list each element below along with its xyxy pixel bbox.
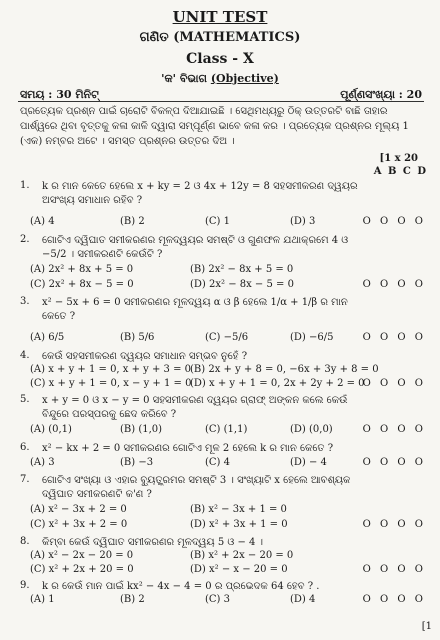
question-text: କେଉଁ ସହସମୀକରଣ ଦ୍ୱୟର ସମାଧାନ ସମ୍ଭବ ନୁହେଁ ? [42,351,248,362]
option-b: (B) x² − 3x + 1 = 0 [190,504,287,515]
question-number: 5. [20,394,30,405]
option-c: (C) (1,1) [205,424,248,435]
option-c: (C) x² + 2x + 20 = 0 [30,564,134,575]
option-d: (D) 3 [290,216,316,227]
question-number: 9. [20,580,30,591]
answer-bubbles[interactable]: O O O O [362,332,426,343]
question-number: 7. [20,474,30,485]
option-a: (A) x² − 3x + 2 = 0 [30,504,127,515]
option-d: (D) − 4 [290,457,327,468]
question-text: x + y = 0 ଓ x − y = 0 ସହସମୀକରଣ ଦ୍ୱୟର ଗ୍ରାଫ୍ ଅଙ୍କନ କଲେ କେଉଁ ବିନ୍ଦୁରେ ପରସ୍ପରକୁ ଛେଦ କରିବେ ? [42,395,348,420]
answer-bubbles[interactable]: O O O O [362,519,426,530]
page-number: [1 [421,621,432,632]
question-text: କିମ୍ବା କେଉଁ ଦ୍ୱିଘାତ ସମୀକରଣର ମୂଳଦ୍ୱୟ 5 ଓ − 4 । [42,537,264,548]
answer-bubbles[interactable]: O O O O [362,457,426,468]
option-b: (B) 5/6 [120,332,155,343]
option-c: (C) x² + 3x + 2 = 0 [30,519,128,530]
question-number: 1. [20,180,30,191]
option-d: (D) (0,0) [290,424,333,435]
header-divider [18,101,424,102]
section-label [0,72,440,86]
option-d: (D) −6/5 [290,332,334,343]
question-text: k ର ମାନ କେତେ ହେଲେ x + ky = 2 ଓ 4x + 12y = 8 ସହସମୀକରଣ ଦ୍ୱୟର ଅସଂଖ୍ୟ ସମାଧାନ ରହିବ ? [42,181,358,206]
question-number: 6. [20,442,30,453]
instructions: ପ୍ରତ୍ୟେକ ପ୍ରଶ୍ନ ପାଇଁ ଚାରୋଟି ବିକଳ୍ପ ଦିଆଯାଇଛି । ସେଥିମଧ୍ୟରୁ ଠିକ୍ ଉତ୍ତରଟି ବାଛି ତାହାର ପାର୍ଶ୍ୱରେ ଥିବା ବୃତ୍ତକୁ କଳା କାଳି ଦ୍ୱାରା ସମ୍ପୂର୍ଣ୍ଣ ଭାବେ କଳା କର । ପ୍ରତ୍ୟେକ ପ୍ରଶ୍ନର ମୂଲ୍ୟ 1 (ଏକ) ନମ୍ବର ଅଟେ । ସମସ୍ତ ପ୍ରଶ୍ନର ଉତ୍ତର ଦିଅ । [20,106,409,147]
question-text: ଗୋଟିଏ ଦ୍ୱିଘାତ ସମୀକରଣର ମୂଳଦ୍ୱୟର ସମଷ୍ଟି ଓ ଗୁଣଫଳ ଯଥାକ୍ରମେ 4 ଓ −5/2 । ସମୀକରଣଟି କେଉଁଟି ? [42,235,349,260]
question-text: k ର କେଉଁ ମାନ ପାଇଁ kx² − 4x − 4 = 0 ର ପ୍ରଭେଦକ 64 ହେବ ? . [42,581,320,592]
option-b: (B) 2x + y + 8 = 0, −6x + 3y + 8 = 0 [190,364,379,375]
section-suffix: (Objective) [210,72,279,85]
option-b: (B) −3 [120,457,154,468]
question-text: x² − kx + 2 = 0 ସମୀକରଣର ଗୋଟିଏ ମୂଳ 2 ହେଲେ k ର ମାନ କେତେ ? [42,443,334,454]
question-text: x² − 5x + 6 = 0 ସମୀକରଣର ମୂଳଦ୍ୱୟ α ଓ β ହେଲେ 1/α + 1/β ର ମାନ କେତେ ? [42,297,348,322]
option-c: (C) 1 [205,216,230,227]
option-b: (B) (1,0) [120,424,163,435]
answer-bubbles[interactable]: O O O O [362,216,426,227]
option-b: (B) x² + 2x − 20 = 0 [190,550,294,561]
option-a: (A) 4 [30,216,55,227]
option-a: (A) 2x² + 8x + 5 = 0 [30,264,134,275]
question-number: 2. [20,234,30,245]
option-a: (A) 3 [30,457,55,468]
test-title: UNIT TEST [172,8,268,26]
question-number: 4. [20,350,30,361]
option-c: (C) 4 [205,457,230,468]
option-d: (D) 2x² − 8x − 5 = 0 [190,279,294,290]
answer-bubbles[interactable]: O O O O [362,594,426,605]
option-a: (A) x + y + 1 = 0, x + y + 3 = 0 [30,364,192,375]
full-marks-label: ପୂର୍ଣ୍ଣସଂଖ୍ୟା : 20 [340,88,422,101]
question-number: 8. [20,536,30,547]
option-d: (D) 4 [290,594,316,605]
option-a: (A) 1 [30,594,55,605]
option-c: (C) 2x² + 8x − 5 = 0 [30,279,134,290]
option-d: (D) x² − x − 20 = 0 [190,564,288,575]
question-text: ଗୋଟିଏ ସଂଖ୍ୟା ଓ ଏହାର ବ୍ୟୁତ୍କ୍ରମର ସମଷ୍ଟି 3 । ସଂଖ୍ୟାଟି x ହେଲେ ଆବଶ୍ୟକ ଦ୍ୱିଘାତ ସମୀକରଣଟି କ'ଣ ? [42,475,351,500]
option-a: (A) (0,1) [30,424,72,435]
answer-bubbles[interactable]: O O O O [362,378,426,389]
section-prefix: 'କ' ବିଭାଗ [161,72,207,85]
option-a: (A) x² − 2x − 20 = 0 [30,550,134,561]
option-b: (B) 2x² − 8x + 5 = 0 [190,264,294,275]
option-b: (B) 2 [120,216,145,227]
option-c: (C) −5/6 [205,332,249,343]
class-label: Class - X [186,51,254,67]
option-b: (B) 2 [120,594,145,605]
question-number: 3. [20,296,30,307]
subject-title: ଗଣିତ (MATHEMATICS) [139,30,301,45]
option-a: (A) 6/5 [30,332,65,343]
option-c: (C) 3 [205,594,230,605]
option-c: (C) x + y + 1 = 0, x − y + 1 = 0 [30,378,192,389]
marks-note: [1 x 20 [379,153,418,164]
option-d: (D) x + y + 1 = 0, 2x + 2y + 2 = 0 [190,378,365,389]
option-d: (D) x² + 3x + 1 = 0 [190,519,288,530]
answer-bubbles[interactable]: O O O O [362,564,426,575]
answer-bubbles[interactable]: O O O O [362,424,426,435]
answer-column-header: A B C D [373,166,426,177]
answer-bubbles[interactable]: O O O O [362,279,426,290]
time-label: ସମୟ : 30 ମିନିଟ୍ [20,88,99,101]
